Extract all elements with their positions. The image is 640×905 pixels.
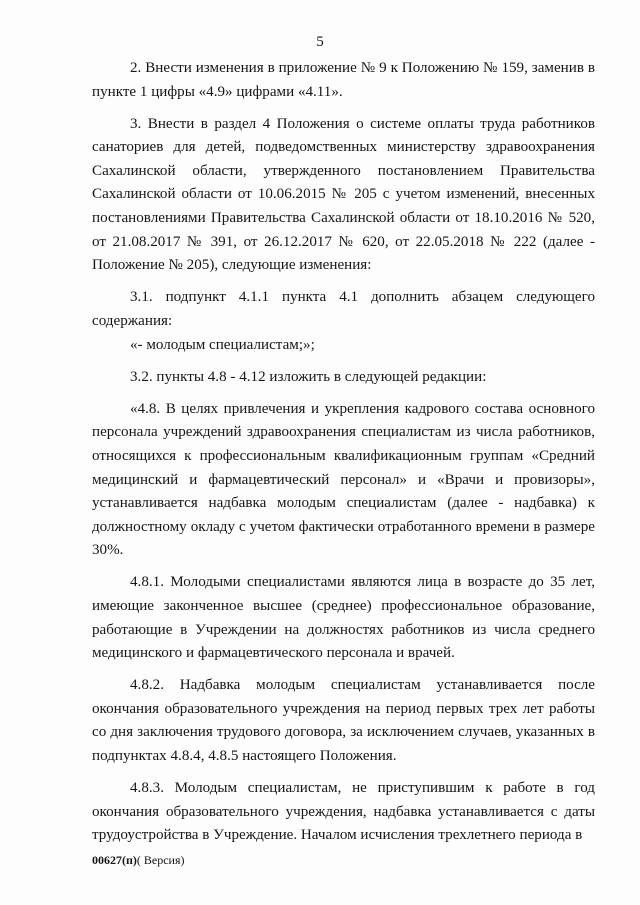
paragraph-quote-young-specialists: «- молодым специалистам;»; <box>130 336 315 353</box>
paragraph-3-1: 3.1. подпункт 4.1.1 пункта 4.1 дополнить абзацем следующего содержания: <box>92 289 595 329</box>
page-number: 5 <box>316 34 324 50</box>
footer-code: 00627(п) <box>92 853 137 867</box>
paragraph-4-8-2: 4.8.2. Надбавка молодым специалистам устанавливается после окончания образовательного учреждения на период первых трех лет работы со дня заключения трудового договора, за исключением случаев, указанных в подпунктах 4.8.4, 4.8.5 настоящего Положения. <box>92 677 595 765</box>
document-body <box>92 57 595 848</box>
paragraph-4-8: «4.8. В целях привлечения и укрепления кадрового состава основного персонала учреждений здравоохранения специалистам из числа работников, относящихся к профессиональным квалификационным группам «Средний медицинский и фармацевтический персонал» и «Врачи и провизоры», устанавливается надбавка молодым специалистам (далее - надбавка) к должностному окладу с учетом фактически отработанного времени в размере 30%. <box>92 400 595 559</box>
paragraph-item-3: 3. Внести в раздел 4 Положения о системе оплаты труда работников санаториев для детей, подведомственных министерству здравоохранения Сахалинской области, утвержденного постановлением Правительства Сахалинской области от 10.06.2015 № 205 с учетом изменений, внесенных постановлениями Правительства Сахалинской области от 18.10.2016 № 520, от 21.08.2017 № 391, от 26.12.2017 № 620, от 22.05.2018 № 222 (далее - Положение № 205), следующие изменения: <box>92 115 595 274</box>
paragraph-4-8-3: 4.8.3. Молодым специалистам, не приступившим к работе в год окончания образовательного учреждения, надбавка устанавливается с даты трудоустройства в Учреждение. Началом исчисления трехлетнего периода в <box>92 780 595 844</box>
document-footer <box>92 853 185 868</box>
footer-version: ( Версия) <box>136 853 185 867</box>
paragraph-3-2: 3.2. пункты 4.8 - 4.12 изложить в следующей редакции: <box>130 368 487 385</box>
paragraph-4-8-1: 4.8.1. Молодыми специалистами являются лица в возрасте до 35 лет, имеющие законченное высшее (среднее) профессиональное образование, работающие в Учреждении на должностях работников из числа среднего медицинского и фармацевтического персонала и врачей. <box>92 574 595 662</box>
paragraph-item-2: 2. Внести изменения в приложение № 9 к Положению № 159, заменив в пункте 1 цифры «4.9» цифрами «4.11». <box>92 60 595 100</box>
